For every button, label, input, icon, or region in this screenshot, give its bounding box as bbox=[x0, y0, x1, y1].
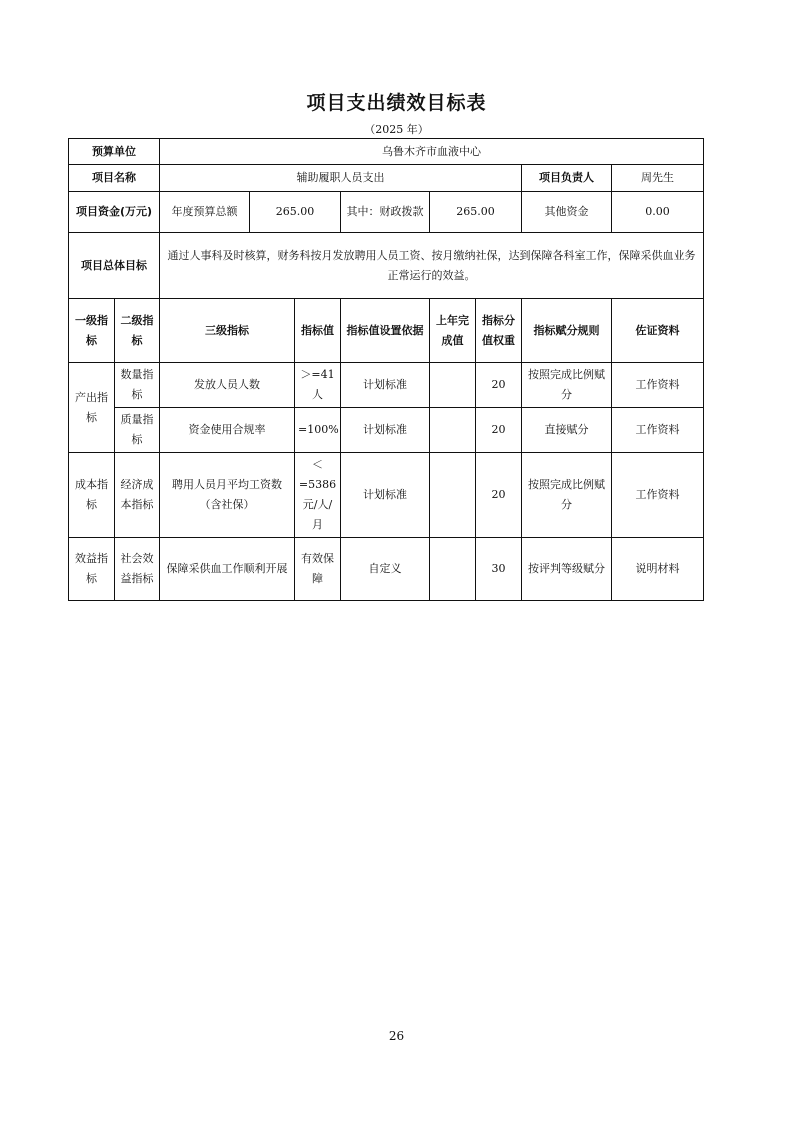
project-name-row bbox=[69, 165, 704, 192]
evidence-cell: 说明材料 bbox=[612, 538, 704, 601]
annual-budget-value: 265.00 bbox=[250, 192, 341, 233]
level1-cell: 效益指标 bbox=[69, 538, 115, 601]
budget-unit-label: 预算单位 bbox=[69, 139, 160, 165]
header-level3: 三级指标 bbox=[160, 299, 295, 363]
basis-cell: 计划标准 bbox=[341, 363, 430, 408]
basis-cell: 自定义 bbox=[341, 538, 430, 601]
last-year-cell bbox=[430, 363, 476, 408]
last-year-cell bbox=[430, 538, 476, 601]
header-rule: 指标赋分规则 bbox=[522, 299, 612, 363]
rule-cell: 按照完成比例赋分 bbox=[522, 363, 612, 408]
funds-label: 项目资金(万元) bbox=[69, 192, 160, 233]
header-weight: 指标分值权重 bbox=[476, 299, 522, 363]
level1-cell: 成本指标 bbox=[69, 453, 115, 538]
header-level2: 二级指标 bbox=[115, 299, 160, 363]
weight-cell: 20 bbox=[476, 408, 522, 453]
header-value: 指标值 bbox=[295, 299, 341, 363]
rule-cell: 按评判等级赋分 bbox=[522, 538, 612, 601]
funds-row bbox=[69, 192, 704, 233]
project-leader-label: 项目负责人 bbox=[522, 165, 612, 192]
level2-cell: 数量指标 bbox=[115, 363, 160, 408]
evidence-cell: 工作资料 bbox=[612, 453, 704, 538]
weight-cell: 30 bbox=[476, 538, 522, 601]
table-row bbox=[69, 408, 704, 453]
project-name-value: 辅助履职人员支出 bbox=[160, 165, 522, 192]
header-last-year: 上年完成值 bbox=[430, 299, 476, 363]
performance-table bbox=[68, 138, 704, 601]
level2-cell: 经济成本指标 bbox=[115, 453, 160, 538]
level1-cell: 产出指标 bbox=[69, 363, 115, 453]
annual-budget-label: 年度预算总额 bbox=[160, 192, 250, 233]
fiscal-value: 265.00 bbox=[430, 192, 522, 233]
other-funds-label: 其他资金 bbox=[522, 192, 612, 233]
header-evidence: 佐证资料 bbox=[612, 299, 704, 363]
evidence-cell: 工作资料 bbox=[612, 408, 704, 453]
overall-goal-row bbox=[69, 233, 704, 299]
project-leader-value: 周先生 bbox=[612, 165, 704, 192]
project-name-label: 项目名称 bbox=[69, 165, 160, 192]
last-year-cell bbox=[430, 453, 476, 538]
basis-cell: 计划标准 bbox=[341, 453, 430, 538]
level2-cell: 质量指标 bbox=[115, 408, 160, 453]
rule-cell: 按照完成比例赋分 bbox=[522, 453, 612, 538]
overall-goal-text: 通过人事科及时核算，财务科按月发放聘用人员工资、按月缴纳社保，达到保障各科室工作，保障采供血业务正常运行的效益。 bbox=[160, 233, 704, 299]
basis-cell: 计划标准 bbox=[341, 408, 430, 453]
level3-cell: 聘用人员月平均工资数（含社保） bbox=[160, 453, 295, 538]
page-number: 26 bbox=[388, 1029, 405, 1043]
evidence-cell: 工作资料 bbox=[612, 363, 704, 408]
level2-cell: 社会效益指标 bbox=[115, 538, 160, 601]
level3-cell: 发放人员人数 bbox=[160, 363, 295, 408]
overall-goal-label: 项目总体目标 bbox=[69, 233, 160, 299]
rule-cell: 直接赋分 bbox=[522, 408, 612, 453]
weight-cell: 20 bbox=[476, 363, 522, 408]
table-row bbox=[69, 363, 704, 408]
budget-unit-value: 乌鲁木齐市血液中心 bbox=[160, 139, 704, 165]
fiscal-label: 其中：财政拨款 bbox=[341, 192, 430, 233]
year-label: （2025 年） bbox=[364, 123, 429, 136]
indicator-header-row bbox=[69, 299, 704, 363]
header-basis: 指标值设置依据 bbox=[341, 299, 430, 363]
budget-unit-row bbox=[69, 139, 704, 165]
level3-cell: 保障采供血工作顺利开展 bbox=[160, 538, 295, 601]
other-funds-value: 0.00 bbox=[612, 192, 704, 233]
value-cell: ＜=5386元/人/月 bbox=[295, 453, 341, 538]
value-cell: 有效保障 bbox=[295, 538, 341, 601]
header-level1: 一级指标 bbox=[69, 299, 115, 363]
value-cell: =100% bbox=[295, 408, 341, 453]
table-row bbox=[69, 453, 704, 538]
last-year-cell bbox=[430, 408, 476, 453]
weight-cell: 20 bbox=[476, 453, 522, 538]
table-row bbox=[69, 538, 704, 601]
page-title: 项目支出绩效目标表 bbox=[306, 92, 487, 114]
level3-cell: 资金使用合规率 bbox=[160, 408, 295, 453]
value-cell: ＞=41人 bbox=[295, 363, 341, 408]
